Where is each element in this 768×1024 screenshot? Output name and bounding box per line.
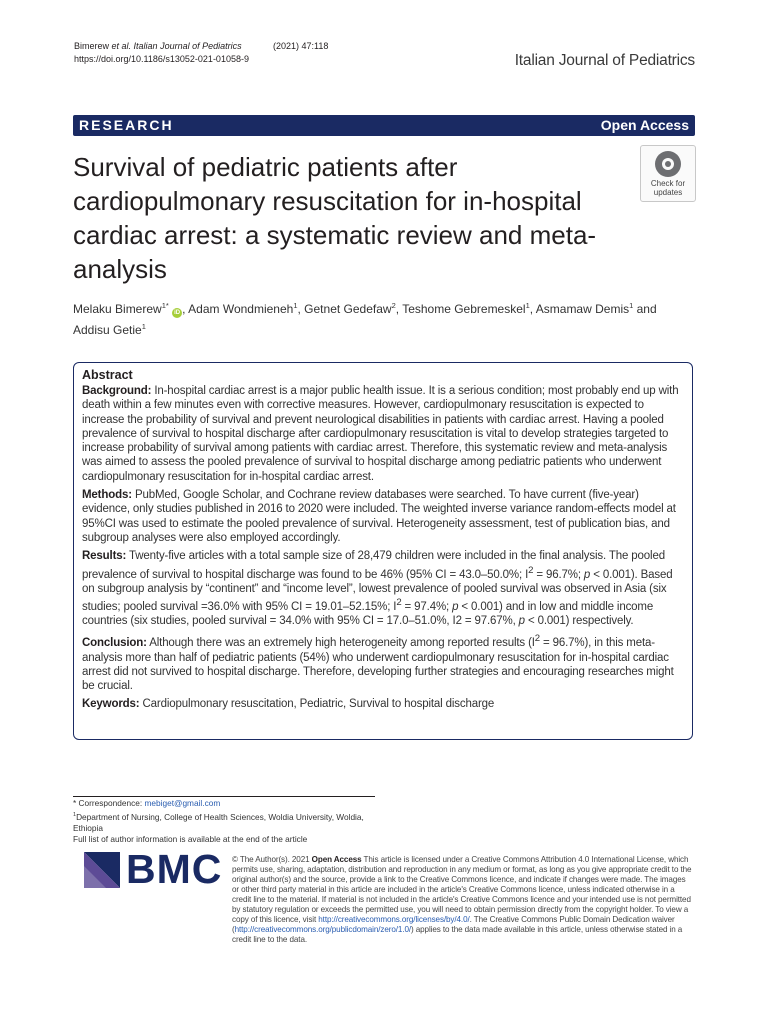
abstract-box bbox=[73, 362, 693, 740]
check-badge-line1: Check for bbox=[650, 179, 686, 188]
affiliation-line bbox=[73, 810, 393, 835]
results-text: = 97.4%; bbox=[401, 600, 453, 613]
email-link[interactable]: mebiget@gmail.com bbox=[144, 798, 221, 808]
correspondence-line bbox=[73, 798, 393, 810]
author-list: Melaku Bimerew$^{1*}$ iD , Adam Wondmieneh$^1$, Getnet Gedefaw$^2$, Teshome Gebremeskel$^1$, Asmamaw Demis$^1$ and Addisu Getie$^1$ bbox=[73, 301, 657, 337]
full-author-info-note: Full list of author information is available at the end of the article bbox=[73, 834, 308, 845]
affiliation-text: Department of Nursing, College of Health Sciences, Woldia University, Woldia, Ethiopia bbox=[73, 811, 364, 833]
check-badge-line2: updates bbox=[653, 188, 683, 197]
author-affil: 2 bbox=[391, 301, 396, 310]
waiver-link[interactable]: http://creativecommons.org/publicdomain/zero/1.0/ bbox=[234, 925, 412, 934]
author-affil: 1 bbox=[141, 322, 146, 331]
background-text: In-hospital cardiac arrest is a major public health issue. It is a serious condition; most probably end up with death within a few minutes even with corrective measures. However, cardiopulmonary resuscitation is expected to increase the probability of survival and prevent neurological disabilities in patients with cardiac arrest. Having a pooled prevalence of survival to hospital discharge after cardiopulmonary resuscitation is vital to develop strategies targeted to increase probability of survival among patients with cardiac arrest. Therefore, this systematic review and meta-analysis was aimed to assess the pooled prevalence of survival to hospital discharge among pediatric patients who underwent cardiopulmonary resuscitation for in-hospital cardiac arrest. bbox=[82, 385, 679, 483]
orcid-icon[interactable]: iD bbox=[174, 310, 181, 316]
author-affil: 1 bbox=[293, 301, 298, 310]
abstract-conclusion bbox=[82, 632, 684, 693]
methods-text: PubMed, Google Scholar, and Cochrane review databases were searched. To have current (five-year) evidence, only studies published in 2016 to 2020 were included. The weighted inverse variance random-effects model at 95%CI was used to estimate the pooled prevalence of survival. Heterogeneity assessment, test of publication bias, and subgroup analyses were also employed accordingly. bbox=[82, 489, 676, 544]
superscript: 2 bbox=[528, 564, 534, 576]
open-access-label: Open Access bbox=[600, 117, 689, 133]
affiliation-sup: 1 bbox=[73, 811, 77, 818]
p-symbol: p bbox=[518, 615, 525, 628]
p-symbol: p bbox=[583, 568, 591, 581]
author-name: Addisu Getie bbox=[73, 323, 142, 337]
citation-etal: et al. bbox=[111, 41, 132, 51]
abstract-background bbox=[82, 384, 684, 484]
license-part: . The Creative Commons Public Domain Dedication waiver ( bbox=[232, 915, 675, 934]
citation-line bbox=[74, 40, 329, 53]
results-text: < 0.001) respectively. bbox=[524, 615, 634, 628]
keywords-label: Keywords: bbox=[82, 698, 140, 711]
results-text: < 0.001) and in low and middle income countries (six studies, pooled survival = 34.0% with 95% CI = 17.0–51.0%, I2 = 97.67%, bbox=[82, 600, 654, 628]
abstract-heading: Abstract bbox=[82, 368, 133, 382]
license-part: © The Author(s). 2021 bbox=[232, 855, 312, 864]
results-text: < 0.001). Based on subgroup analysis by “continent” and “income level”, lowest prevalence of pooled survival was observed in Asia (six studies; pooled survival =36.0% with 95% CI = 19.01–52.15%; I bbox=[82, 568, 673, 613]
crossmark-icon bbox=[655, 151, 681, 177]
superscript: 2 bbox=[396, 596, 402, 608]
citation-journal: Italian Journal of Pediatrics bbox=[133, 41, 242, 51]
author-name: Asmamaw Demis bbox=[535, 302, 630, 316]
keywords-text: Cardiopulmonary resuscitation, Pediatric, Survival to hospital discharge bbox=[142, 698, 495, 711]
bmc-logo-text: BMC bbox=[126, 846, 223, 892]
license-link[interactable]: http://creativecommons.org/licenses/by/4.0/ bbox=[318, 915, 470, 924]
author-affil: 1* bbox=[161, 301, 169, 310]
citation-authors: Bimerew bbox=[74, 41, 112, 51]
journal-name: Italian Journal of Pediatrics bbox=[514, 52, 695, 69]
citation-year: (2021) 47:118 bbox=[273, 41, 329, 51]
results-text: Twenty-five articles with a total sample size of 28,479 children were included in the final analysis. The pooled prevalence of survival to hospital discharge was found to be 46% (95% CI = 43.0–50.0%; I bbox=[82, 550, 665, 581]
author-affil: 1 bbox=[525, 301, 530, 310]
results-label: Results: bbox=[82, 550, 127, 563]
license-open-access: Open Access bbox=[311, 855, 362, 864]
correspondence-label: * Correspondence: bbox=[73, 798, 145, 808]
author-name: Adam Wondmieneh bbox=[188, 302, 294, 316]
author-name: Getnet Gedefaw bbox=[304, 302, 392, 316]
abstract-methods bbox=[82, 488, 684, 545]
conclusion-text: = 96.7%), in this meta-analysis more than half of pediatric patients (54%) who underwent cardiopulmonary resuscitation for in-hospital cardiac arrest did not survived to hospital discharge. Therefore, developing further strategies and encouraging researches might be crucial. bbox=[82, 637, 674, 693]
license-part: ) applies to the data made available in this article, unless otherwise stated in a credit line to the data. bbox=[232, 925, 683, 944]
author-name: Teshome Gebremeskel bbox=[402, 302, 526, 316]
abstract-keywords bbox=[82, 697, 684, 711]
abstract-results bbox=[82, 549, 684, 628]
footnote-rule bbox=[73, 796, 375, 797]
article-title: Survival of pediatric patients after cardiopulmonary resuscitation for in-hospital cardiac arrest: a systematic review and meta-analysis bbox=[73, 152, 597, 284]
author-affil: 1 bbox=[629, 301, 634, 310]
check-for-updates-badge[interactable] bbox=[640, 145, 696, 202]
conclusion-text: Although there was an extremely high heterogeneity among reported results (I bbox=[149, 637, 535, 650]
section-banner bbox=[73, 115, 695, 136]
bmc-logo-icon bbox=[84, 852, 120, 888]
license-text bbox=[232, 855, 694, 945]
article-type-label: RESEARCH bbox=[79, 117, 174, 133]
conclusion-label: Conclusion: bbox=[82, 637, 147, 650]
author-name: Melaku Bimerew bbox=[73, 302, 162, 316]
doi-link[interactable]: https://doi.org/10.1186/s13052-021-01058-9 bbox=[74, 54, 249, 64]
footnotes bbox=[73, 798, 393, 846]
methods-label: Methods: bbox=[82, 489, 132, 502]
superscript: 2 bbox=[534, 633, 540, 645]
background-label: Background: bbox=[82, 385, 152, 397]
citation-block bbox=[74, 40, 329, 66]
license-part: This article is licensed under a Creative Commons Attribution 4.0 International License, which permits use, sharing, adaptation, distribution and reproduction in any medium or format, as long as you give appropriate credit to the original author(s) and the source, provide a link to the Creative Commons licence, and indicate if changes were made. The images or other third party material in this article are included in the article's Creative Commons licence, unless indicated otherwise in a credit line to the material. If material is not included in the article's Creative Commons licence and your intended use is not permitted by statutory regulation or exceeds the permitted use, you will need to obtain permission directly from the copyright holder. To view a copy of this licence, visit bbox=[232, 855, 692, 924]
results-text: = 96.7%; bbox=[533, 568, 584, 581]
p-symbol: p bbox=[452, 600, 459, 613]
